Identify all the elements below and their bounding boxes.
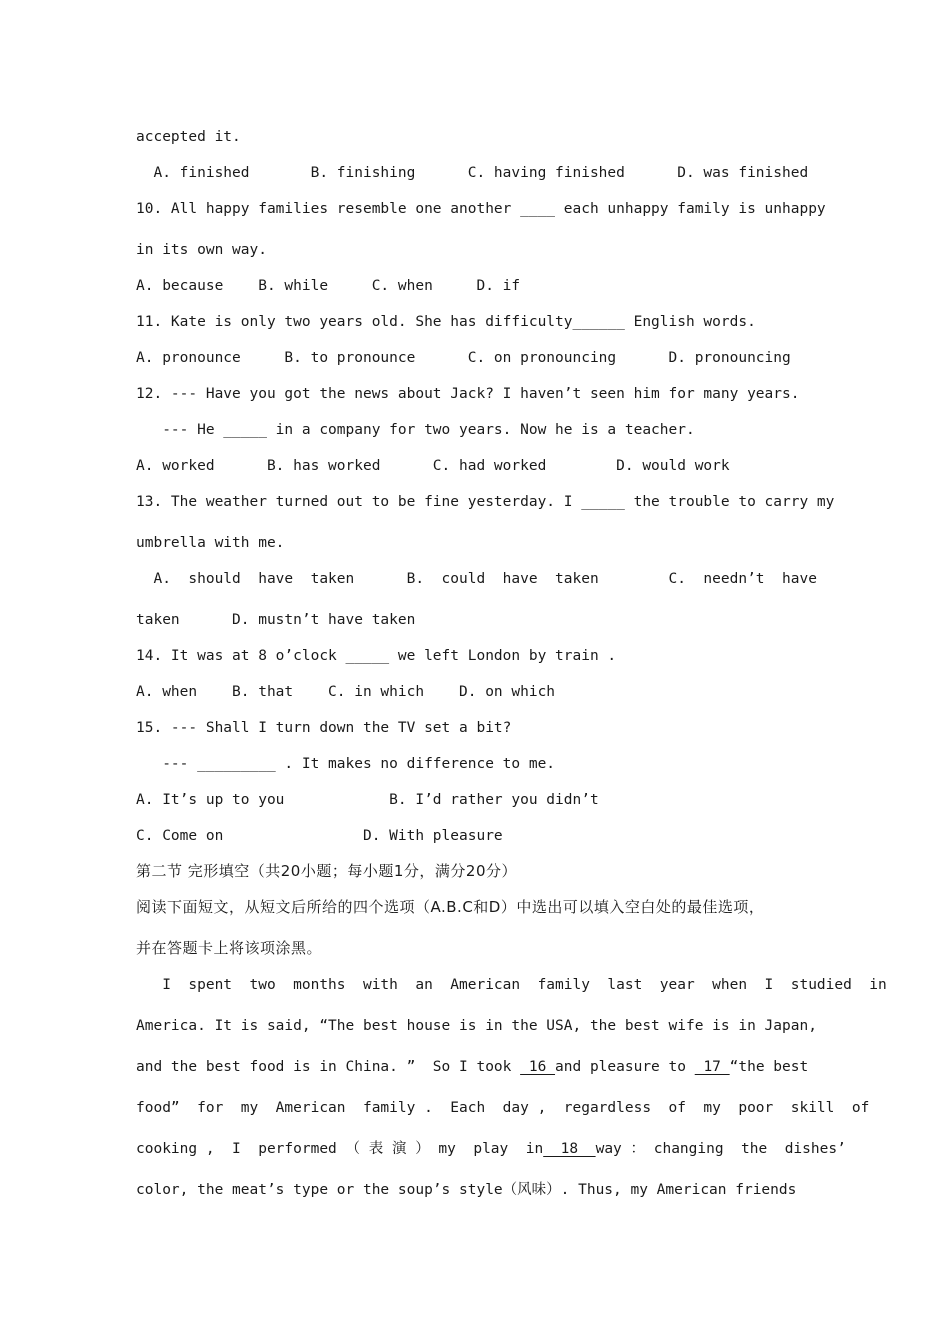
q11-options: A. pronounce B. to pronounce C. on pronouncing D. pronouncing bbox=[136, 350, 791, 366]
passage-line-5-part-b: way ： changing the dishes’ bbox=[595, 1141, 846, 1157]
q11-stem: 11. Kate is only two years old. She has difficulty______ English words. bbox=[136, 314, 756, 330]
q12-options: A. worked B. has worked C. had worked D. would work bbox=[136, 458, 730, 474]
q12-stem-line1: 12. --- Have you got the news about Jack? I haven’t seen him for many years. bbox=[136, 386, 800, 402]
passage-line-4: food” for my American family . Each day , regardless of my poor skill of bbox=[136, 1100, 870, 1116]
passage-line-3 bbox=[136, 1058, 808, 1076]
section-title: 第二节 完形填空（共20小题；每小题1分，满分20分） bbox=[136, 862, 517, 880]
passage-line-6: color, the meat’s type or the soup’s style（风味）. Thus, my American friends bbox=[136, 1182, 797, 1198]
passage-line-2: America. It is said, “The best house is in the USA, the best wife is in Japan, bbox=[136, 1018, 817, 1034]
q10-stem-line1: 10. All happy families resemble one another ____ each unhappy family is unhappy bbox=[136, 201, 826, 217]
section-instructions-line2: 并在答题卡上将该项涂黑。 bbox=[136, 939, 323, 957]
passage-line-3-part-b: and pleasure to bbox=[555, 1059, 695, 1075]
q10-options: A. because B. while C. when D. if bbox=[136, 278, 521, 294]
q15-options-line2: C. Come on D. With pleasure bbox=[136, 828, 503, 844]
q15-stem-line1: 15. --- Shall I turn down the TV set a bit? bbox=[136, 720, 512, 736]
blank-17: 17 bbox=[694, 1059, 730, 1075]
section-instructions-line1: 阅读下面短文，从短文后所给的四个选项（A.B.C和D）中选出可以填入空白处的最佳选项， bbox=[136, 898, 765, 916]
q9-options: A. finished B. finishing C. having finished D. was finished bbox=[136, 165, 809, 181]
q9-stem-tail: accepted it. bbox=[136, 129, 241, 145]
q13-stem-line2: umbrella with me. bbox=[136, 535, 285, 551]
passage-line-3-part-c: “the best bbox=[729, 1059, 809, 1075]
blank-18: 18 bbox=[543, 1141, 596, 1157]
q14-stem: 14. It was at 8 o’clock _____ we left London by train . bbox=[136, 648, 617, 664]
passage-line-5-part-a: cooking , I performed （ 表 演 ） my play in bbox=[136, 1141, 544, 1157]
passage-line-3-part-a: and the best food is in China. ” So I took bbox=[136, 1059, 521, 1075]
q13-options-line1: A. should have taken B. could have taken C. needn’t have bbox=[136, 571, 817, 587]
passage-line-5 bbox=[136, 1140, 846, 1158]
q13-options-line2: taken D. mustn’t have taken bbox=[136, 612, 416, 628]
q15-stem-line2: --- _________ . It makes no difference to me. bbox=[136, 756, 556, 772]
q14-options: A. when B. that C. in which D. on which bbox=[136, 684, 556, 700]
q13-stem-line1: 13. The weather turned out to be fine yesterday. I _____ the trouble to carry my bbox=[136, 494, 835, 510]
q12-stem-line2: --- He _____ in a company for two years. Now he is a teacher. bbox=[136, 422, 695, 438]
q10-stem-line2: in its own way. bbox=[136, 242, 267, 258]
passage-line-1: I spent two months with an American family last year when I studied in bbox=[136, 977, 887, 993]
q15-options-line1: A. It’s up to you B. I’d rather you didn’t bbox=[136, 792, 599, 808]
blank-16: 16 bbox=[520, 1059, 556, 1075]
